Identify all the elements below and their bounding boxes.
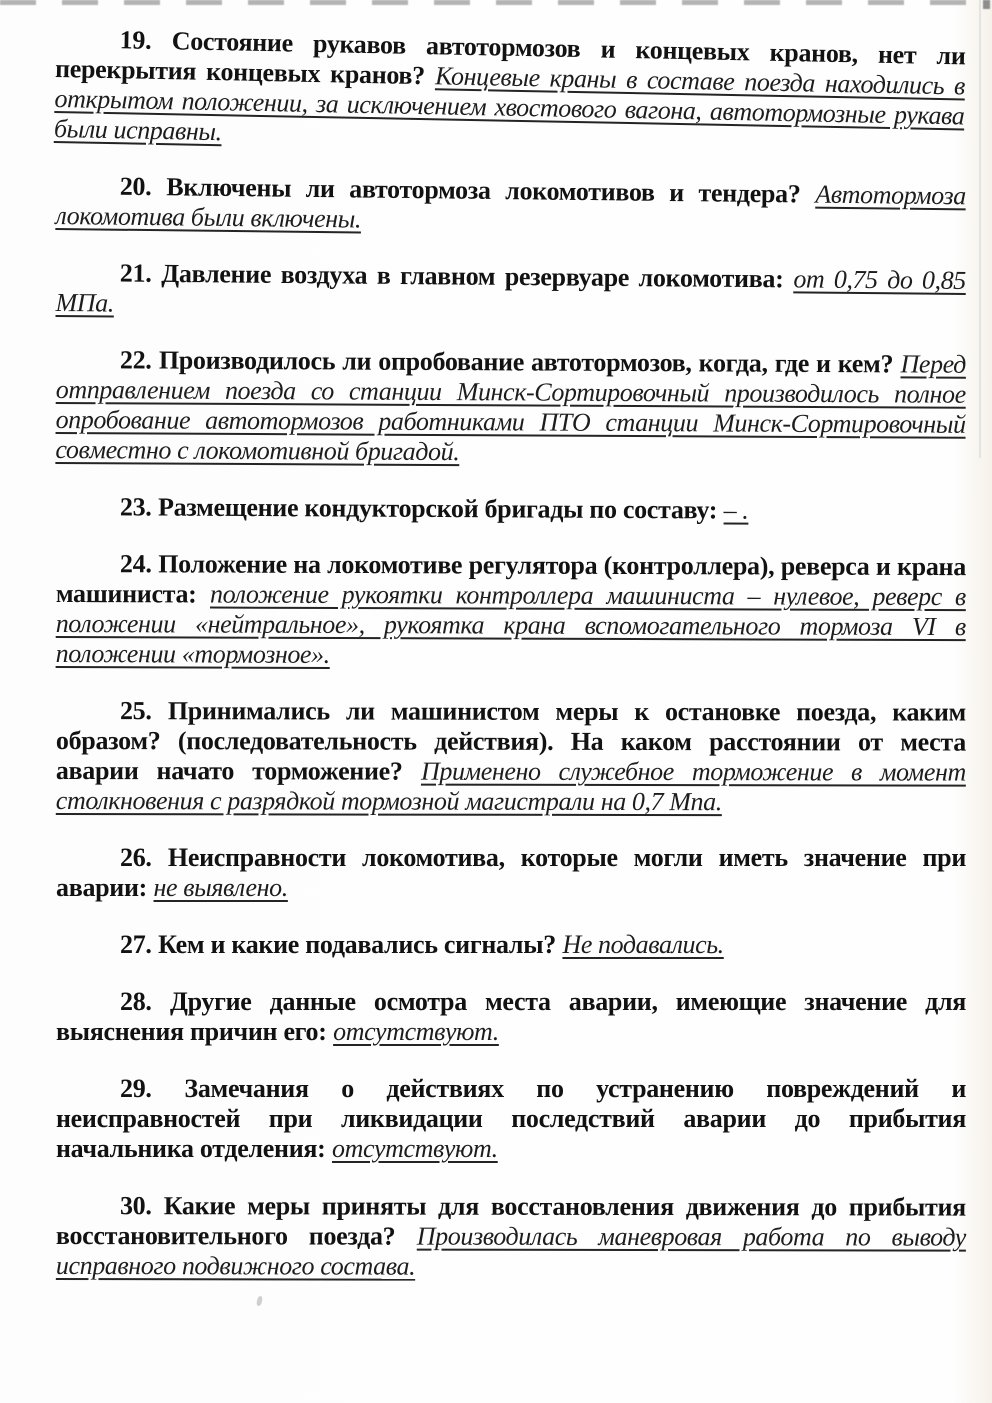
item-number: 20. [119, 171, 152, 202]
item-question: Положение на локомотиве регулятора (контроллера), реверса и крана машиниста: [55, 549, 966, 609]
form-item-21 [55, 258, 965, 326]
form-item-25 [56, 696, 966, 818]
item-number: 26. [120, 843, 152, 872]
item-number: 28. [120, 987, 152, 1016]
form-item-19 [54, 24, 966, 161]
item-answer: Производилась маневровая работа по выводу исправного подвижного состава. [55, 1221, 966, 1281]
form-item-28 [56, 987, 966, 1047]
item-question: Включены ли автотормоза локомотивов и тендера? [166, 172, 801, 209]
item-number: 19. [119, 25, 152, 55]
form-item-26 [56, 843, 966, 903]
item-question: Производилось ли опробование автотормозов, когда, где и кем? [158, 345, 894, 379]
form-item-23 [56, 492, 966, 527]
form-item-27 [56, 930, 966, 960]
item-question: Давление воздуха в главном резервуаре локомотива: [161, 258, 784, 294]
form-item-29 [56, 1074, 966, 1164]
form-item-30 [56, 1191, 966, 1283]
scan-artifact-corner-mark [983, 0, 990, 9]
item-answer: отсутствуют. [333, 1017, 499, 1046]
item-question: Замечания о действиях по устранению повреждений и неисправностей при ликвидации последствий аварии до прибытия начальника отделения: [56, 1074, 966, 1163]
scan-artifact-right-line [979, 0, 981, 458]
item-number: 30. [119, 1191, 152, 1221]
item-question: Кем и какие подавались сигналы? [158, 930, 556, 959]
item-number: 22. [119, 345, 152, 375]
item-question: Другие данные осмотра места аварии, имеющие значение для выяснения причин его: [56, 987, 967, 1046]
form-item-24 [56, 549, 966, 672]
item-answer: Перед отправлением поезда со станции Минск-Сортировочный производилось полное опробование автотормозов работниками ПТО станции Минск-Сортировочный совместно с локомотивной бригадой. [55, 349, 967, 467]
item-answer: Концевые краны в составе поезда находились в открытом положении, за исключением хвостового вагона, автотормозные рукава были исправны. [53, 61, 966, 147]
item-question: Какие меры приняты для восстановления движения до прибытия восстановительного поезда? [55, 1191, 966, 1251]
item-answer: от 0,75 до 0,85 МПа. [55, 264, 966, 318]
item-question: Неисправности локомотива, которые могли иметь значение при аварии: [56, 843, 967, 902]
item-question: Состояние рукавов автотормозов и концевых кранов, нет ли перекрытия концевых кранов? [54, 26, 966, 91]
form-item-22 [55, 345, 966, 470]
item-answer: Не подавались. [562, 930, 724, 959]
document-body [53, 24, 967, 1281]
item-number: 24. [119, 549, 152, 579]
item-number: 27. [120, 930, 152, 959]
item-question: Размещение кондукторской бригады по составу: [157, 492, 718, 525]
item-answer: не выявлено. [153, 873, 288, 902]
item-number: 25. [119, 696, 152, 726]
item-question: Принимались ли машинистом меры к остановке поезда, каким образом? (последовательность действия). На каком расстоянии от места аварии начато торможение? [55, 696, 966, 786]
item-answer: отсутствуют. [332, 1134, 498, 1163]
item-answer: положение рукоятки контроллера машиниста – нулевое, реверс в положении «нейтральное», рукоятка крана вспомогательного тормоза VI в положении «тормозное». [55, 579, 966, 669]
item-number: 23. [119, 492, 152, 522]
item-number: 29. [120, 1074, 152, 1103]
item-answer: – . [723, 495, 749, 525]
scan-artifact-speck [256, 1296, 263, 1307]
item-number: 21. [119, 258, 152, 288]
form-item-20 [55, 171, 966, 241]
item-answer: Применено служебное торможение в момент столкновения с разрядкой тормозной магистрали на 0,7 Мпа. [55, 756, 966, 817]
item-answer: Автотормоза локомотива были включены. [55, 179, 966, 234]
scan-artifact-top [0, 0, 992, 5]
